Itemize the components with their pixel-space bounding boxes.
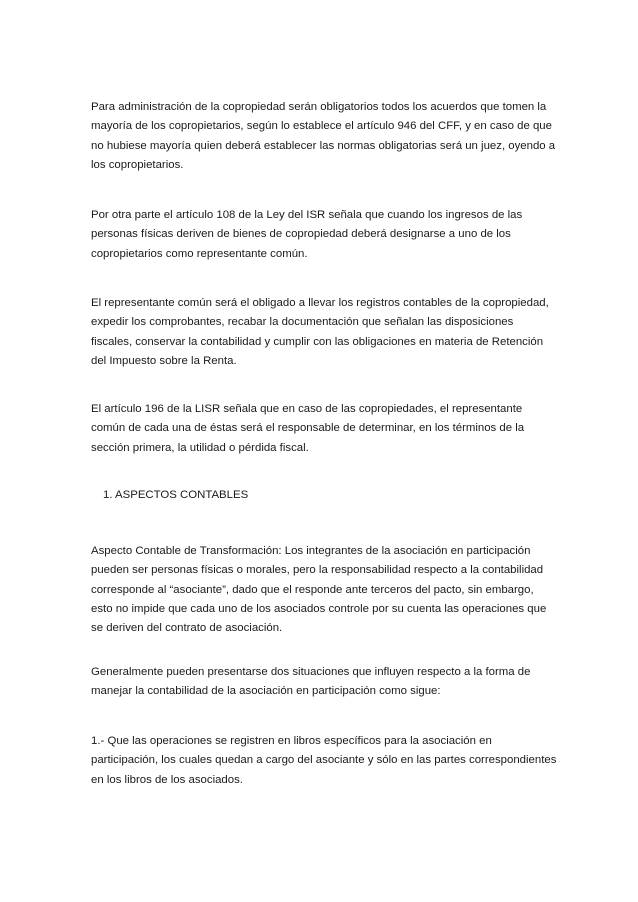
paragraph-representante-comun: El representante común será el obligado a llevar los registros contables de la copropiedad, expedir los comprobantes, recabar la documentación que señalan las disposiciones fiscales, conservar la contabilidad y cumplir con las obligaciones en materia de Retención del Impuesto sobre la Renta. bbox=[91, 297, 549, 367]
paragraph-articulo-196: El artículo 196 de la LISR señala que en caso de las copropiedades, el representante común de cada una de éstas será el responsable de determinar, en los términos de la sección primera, la utilidad o pérdida fiscal. bbox=[91, 403, 525, 454]
paragraph-articulo-108: Por otra parte el artículo 108 de la Ley del ISR señala que cuando los ingresos de las personas físicas deriven de bienes de copropiedad deberá designarse a uno de los copropietarios como representante común. bbox=[91, 209, 523, 260]
paragraph-situaciones: Generalmente pueden presentarse dos situaciones que influyen respecto a la forma de manejar la contabilidad de la asociación en participación como sigue: bbox=[91, 666, 531, 698]
paragraph-aspecto-contable: Aspecto Contable de Transformación: Los integrantes de la asociación en participación pueden ser personas físicas o morales, pero la responsabilidad respecto a la contabilidad corresponde al “asociante”, dado que el responde ante terceros del pacto, sin embargo, esto no impide que cada uno de los asociados controle por su cuenta las operaciones que se deriven del contrato de asociación. bbox=[91, 545, 547, 635]
paragraph-situacion-1: 1.- Que las operaciones se registren en libros específicos para la asociación en participación, los cuales quedan a cargo del asociante y sólo en las partes correspondientes en los libros de los asociados. bbox=[91, 735, 557, 786]
paragraph-administracion-copropiedad: Para administración de la copropiedad serán obligatorios todos los acuerdos que tomen la mayoría de los copropietarios, según lo establece el artículo 946 del CFF, y en caso de que no hubiese mayoría quien deberá establecer las normas obligatorias será un juez, oyendo a los copropietarios. bbox=[91, 101, 556, 171]
section-heading-aspectos-contables: 1. ASPECTOS CONTABLES bbox=[103, 489, 249, 501]
